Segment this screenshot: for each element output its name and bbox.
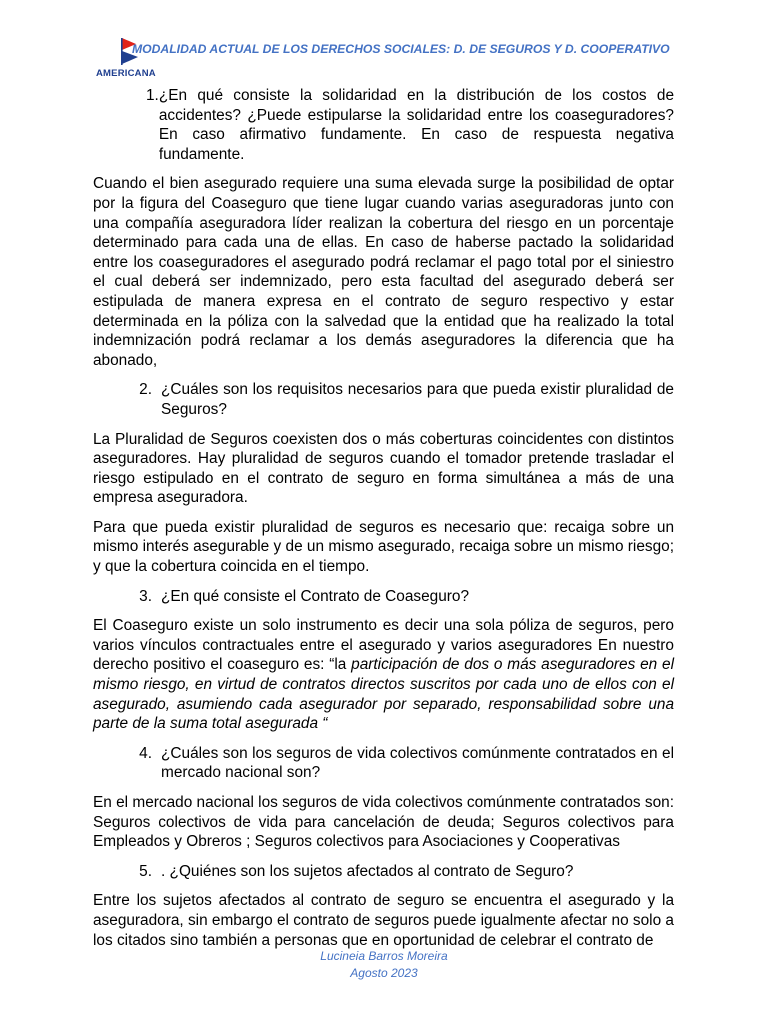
paragraph-text: El Coaseguro existe un solo instrumento es decir una sola póliza de seguros, pero varios vínculos contractuales entre el asegurado y varios aseguradores En nuestro derecho positivo el coaseguro es: “la [93,617,674,674]
header-title: MODALIDAD ACTUAL DE LOS DERECHOS SOCIALES: D. DE SEGUROS Y D. COOPERATIVO [132,42,670,56]
question-text: ¿Cuáles son los seguros de vida colectivos comúnmente contratados en el mercado nacional son? [161,744,674,782]
question-text: ¿En qué consiste la solidaridad en la distribución de los costos de accidentes? ¿Puede estipularse la solidaridad entre los coaseguradores? En caso afirmativo fundamente. En caso de respuesta negativa fundamente. [158,87,674,163]
answer-paragraph-2: La Pluralidad de Seguros coexisten dos o más coberturas coincidentes con distintos aseguradores. Hay pluralidad de seguros cuando el tomador pretende trasladar el riesgo estipulado en el contrato de seguro en forma simultánea a más de una empresa aseguradora. [93,430,674,507]
question-1 [146,86,674,164]
answer-paragraph-3: Para que pueda existir pluralidad de seguros es necesario que: recaiga sobre un mismo interés asegurable y de un mismo asegurado, recaiga sobre un mismo riesgo; y que la cobertura coincida en el tiempo. [93,518,674,576]
question-text: ¿Cuáles son los requisitos necesarios para que pueda existir pluralidad de Seguros? [161,381,674,418]
question-text: ¿En qué consiste el Contrato de Coaseguro? [161,587,470,605]
question-text: . ¿Quiénes son los sujetos afectados al contrato de Seguro? [161,862,574,880]
footer-author: Lucineia Barros Moreira [320,949,448,963]
question-5 [93,862,674,882]
question-number: 1. [146,87,159,104]
answer-paragraph-5: En el mercado nacional los seguros de vida colectivos comúnmente contratados son: Seguros colectivos de vida para cancelación de deuda; Seguros colectivos para Empleados y Obreros ; Seguros colectivos para Asociaciones y Cooperativas [93,794,674,851]
question-number: 5. [139,862,152,880]
page-header [90,34,710,80]
answer-paragraph-4 [93,616,674,734]
document-body [93,86,674,960]
question-number: 2. [139,381,152,399]
page-footer [0,948,768,982]
footer-date: Agosto 2023 [350,966,418,980]
logo-text: AMERICANA [96,68,156,79]
answer-paragraph-6: Entre los sujetos afectados al contrato de seguro se encuentra el asegurado y la aseguradora, sin embargo el contrato de seguros puede igualmente afectar no solo a los citados sino también a personas que en oportunidad de celebrar el contrato de [93,892,674,949]
question-3 [93,587,674,607]
question-number: 3. [139,587,152,605]
legal-quote: participación de dos o más aseguradores en el mismo riesgo, en virtud de contratos directos suscritos por cada uno de ellos con el asegurado, asumiendo cada asegurador por separado, responsabilidad sobre una parte de la suma total asegurada “ [93,656,674,733]
question-4 [93,744,674,783]
question-2 [93,380,674,419]
question-number: 4. [139,744,152,762]
answer-paragraph-1: Cuando el bien asegurado requiere una suma elevada surge la posibilidad de optar por la figura del Coaseguro que tiene lugar cuando varias aseguradoras junto con una compañía aseguradora líder realizan la cobertura del riesgo en un porcentaje determinado para cada una de ellas. En caso de haberse pactado la solidaridad entre los coaseguradores el asegurado podrá reclamar el pago total por el siniestro el cual deberá ser indemnizado, pero esta facultad del asegurado deberá ser estipulada de manera expresa en el contrato de seguro respectivo y estar determinada en la póliza con la salvedad que la entidad que ha realizado la total indemnización podrá reclamar a los demás aseguradores la diferencia que ha abonado, [93,175,674,369]
